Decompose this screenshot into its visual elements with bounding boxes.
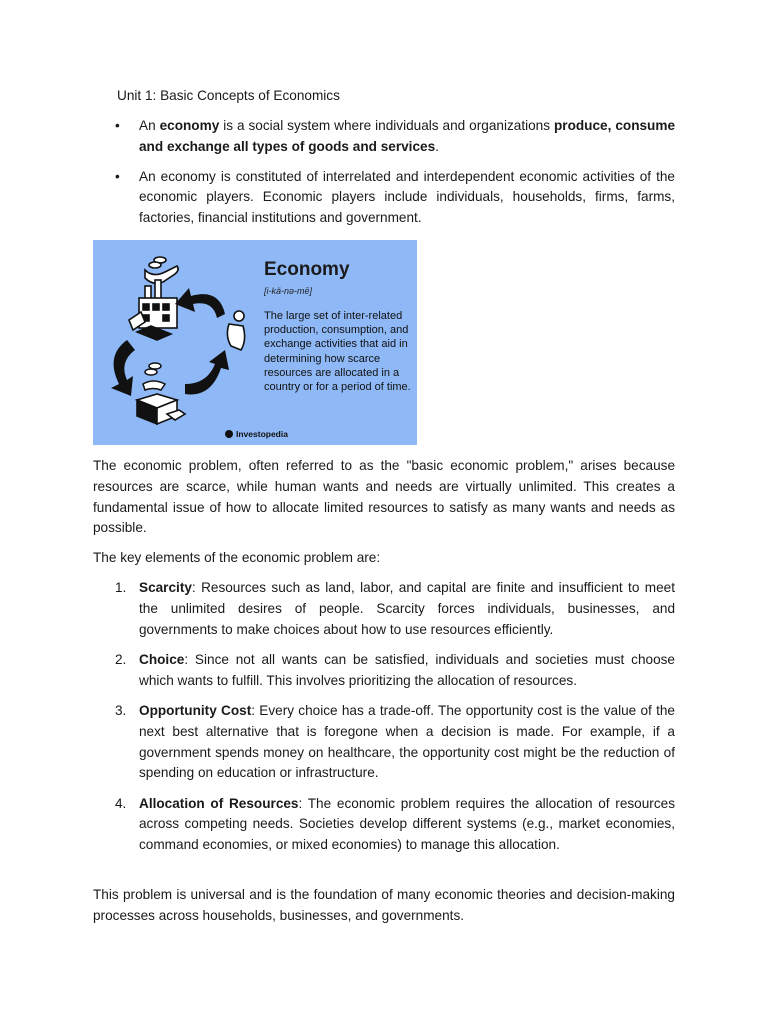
list-number: 1. <box>115 580 127 595</box>
cycle-arrow-right <box>185 350 229 394</box>
key-elements-list <box>93 578 675 866</box>
bullet-marker: • <box>115 168 120 184</box>
infographic-brand <box>225 429 288 439</box>
cycle-arrow-left <box>111 340 135 396</box>
key-elements-intro: The key elements of the economic problem are: <box>93 550 381 565</box>
list-term: Opportunity Cost <box>139 702 252 718</box>
bullet-economy-definition <box>93 116 675 158</box>
list-term: Scarcity <box>139 580 192 595</box>
unit-heading: Unit 1: Basic Concepts of Economics <box>117 88 340 103</box>
bold-term: economy <box>159 118 220 133</box>
infographic-pronunciation: [i-kä-nə-mē] <box>264 286 313 296</box>
brand-logo-icon <box>225 430 233 438</box>
infographic-title: Economy <box>264 259 350 280</box>
brand-name: Investopedia <box>236 429 288 439</box>
economy-cycle-illustration <box>93 240 263 445</box>
list-text: : Since not all wants can be satisfied, individuals and societies must choose which wants to fulfill. This involves prioritizing the allocation of resources. <box>139 651 675 688</box>
bullet-text: An economy is constituted of interrelated and interdependent economic activities of the economic players. Economic players include individuals, households, firms, farms, factories, financial institutions and government. <box>139 168 675 226</box>
box-icon <box>137 394 185 424</box>
hand-holding-lightbulb-icon <box>227 311 244 350</box>
list-number: 4. <box>115 795 127 811</box>
factory-icon <box>129 280 177 340</box>
list-item-allocation <box>93 794 675 856</box>
bullet-text: An <box>139 118 160 133</box>
bullet-text: is a social system where individuals and organizations <box>219 118 554 133</box>
coins-exchange-icon <box>143 363 165 390</box>
list-term: Choice <box>139 651 185 667</box>
economy-infographic <box>93 240 417 445</box>
list-text: : Resources such as land, labor, and capital are finite and insufficient to meet the unlimited desires of people. Scarcity forces individuals, businesses, and governments to make choices about how to use resources efficiently. <box>139 580 675 637</box>
bullet-marker: • <box>115 118 120 133</box>
list-item-opportunity-cost <box>93 701 675 784</box>
closing-paragraph: This problem is universal and is the foundation of many economic theories and decision-making processes across households, businesses, and governments. <box>93 887 675 923</box>
list-number: 2. <box>115 651 127 667</box>
bullet-text: . <box>435 138 439 154</box>
list-text: : The economic problem requires the allocation of resources across competing needs. Societies develop different systems (e.g., market economies, command economies, or mixed economies) to manage this allocation. <box>139 795 675 853</box>
definition-bullets <box>93 116 675 238</box>
cycle-arrow-top <box>175 288 225 318</box>
list-item-choice <box>93 650 675 692</box>
bold-phrase: produce, consume and exchange all types of goods and services <box>139 118 676 154</box>
list-text: : Every choice has a trade-off. The opportunity cost is the value of the next best alternative that is foregone when a decision is made. For example, if a government spends money on healthcare, the opportunity cost might be the reduction of spending on education or infrastructure. <box>139 702 675 781</box>
economic-problem-paragraph: The economic problem, often referred to as the "basic economic problem," arises because resources are scarce, while human wants and needs are virtually unlimited. This creates a fundamental issue of how to allocate limited resources to satisfy as many wants and needs as possible. <box>93 458 675 536</box>
bullet-economic-players <box>93 167 675 229</box>
list-number: 3. <box>115 702 127 718</box>
list-item-scarcity <box>93 578 675 640</box>
list-term: Allocation of Resources <box>139 795 299 811</box>
infographic-definition: The large set of inter-related production, consumption, and exchange activities that aid in determining how scarce resources are allocated in a country or for a period of time. <box>264 310 411 394</box>
